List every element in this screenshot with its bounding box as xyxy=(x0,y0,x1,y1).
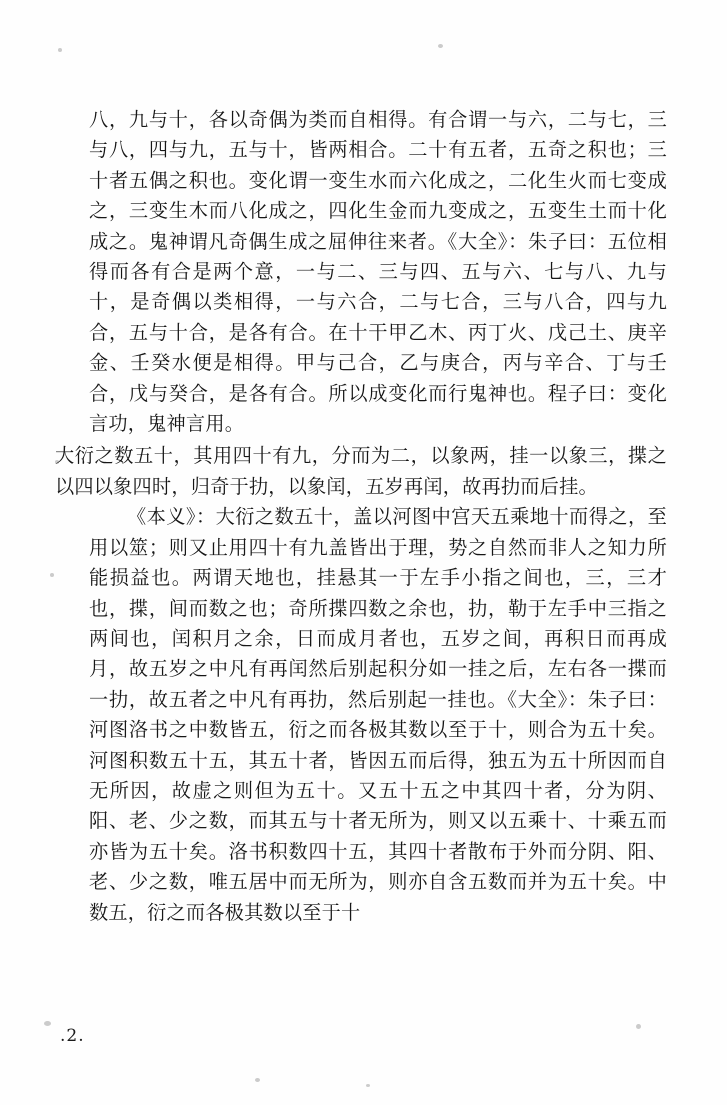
scan-speck xyxy=(44,1021,51,1026)
scan-speck xyxy=(255,1078,260,1082)
scan-speck xyxy=(636,1024,641,1029)
paragraph-classic-text: 大衍之数五十，其用四十有九，分而为二，以象两，挂一以象三，揲之以四以象四时，归奇于扐，以象闰，五岁再闰，故再扐而后挂。 xyxy=(55,444,667,498)
paragraph-commentary-two: 《本义》：大衍之数五十，盖以河图中宫天五乘地十而得之，至用以筮；则又止用四十有九盖皆出于理，势之自然而非人之知力所能损益也。两谓天地也，挂悬其一于左手小指之间也，三，三才也，揲，间而数之也；奇所揲四数之余也，扐，勒于左手中三指之两间也，闰积月之余，日而成月者也，五岁之间，再积日而再成月，故五岁之中凡有再闰然后别起积分如一挂之后，左右各一揲而一扐，故五者之中凡有再扐，然后别起一挂也。《大全》：朱子曰：河图洛书之中数皆五，衍之而各极其数以至于十，则合为五十矣。河图积数五十五，其五十者，皆因五而后得，独五为五十所因而自无所因，故虚之则但为五十。又五十五之中其四十者，分为阴、阳、老、少之数，而其五与十者无所为，则又以五乘十、十乘五而亦皆为五十矣。洛书积数四十五，其四十者散布于外而分阴、阳、老、少之数，唯五居中而无所为，则亦自含五数而并为五十矣。中数五，衍之而各极其数以至于十 xyxy=(89,505,667,924)
scan-speck xyxy=(58,48,62,52)
scan-speck xyxy=(366,1084,370,1087)
page-body xyxy=(55,105,667,929)
paragraph-commentary-one: 八，九与十，各以奇偶为类而自相得。有合谓一与六，二与七，三与八，四与九，五与十，皆两相合。二十有五者，五奇之积也；三十者五偶之积也。变化谓一变生水而六化成之，二化生火而七变成之，三变生木而八化成之，四化生金而九变成之，五变生土而十化成之。鬼神谓凡奇偶生成之屈伸往来者。《大全》：朱子曰：五位相得而各有合是两个意，一与二、三与四、五与六、七与八、九与十，是奇偶以类相得，一与六合，二与七合，三与八合，四与九合，五与十合，是各有合。在十干甲乙木、丙丁火、戊己土、庚辛金、壬癸水便是相得。甲与己合，乙与庚合，丙与辛合、丁与壬合，戊与癸合，是各有合。所以成变化而行鬼神也。程子曰：变化言功，鬼神言用。 xyxy=(89,108,667,436)
page-number: .2. xyxy=(60,1026,85,1046)
scan-speck xyxy=(438,44,443,48)
scan-speck xyxy=(50,573,54,577)
